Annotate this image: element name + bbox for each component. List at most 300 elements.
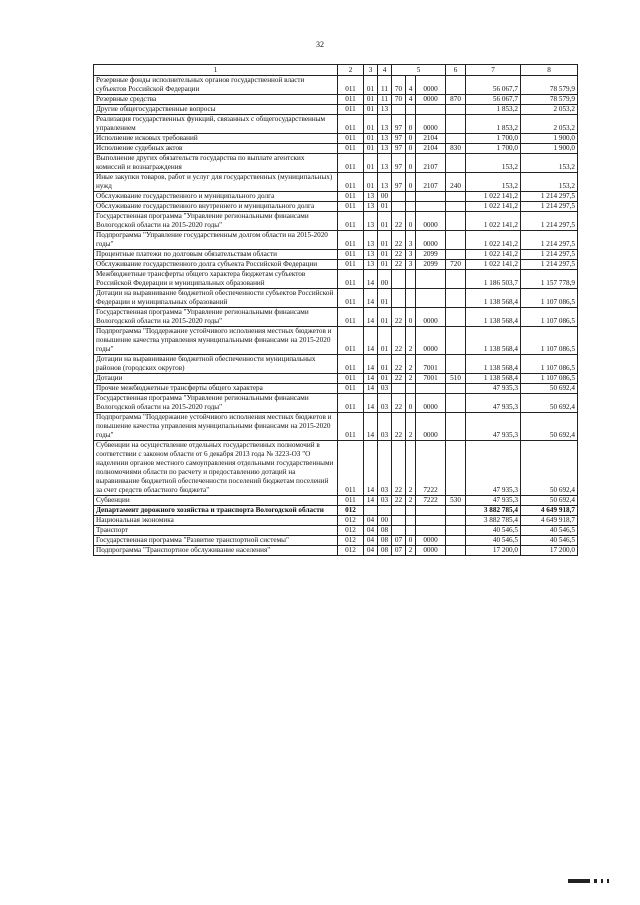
cell-amount-1: 3 882 785,4 — [466, 506, 521, 516]
cell-amount-1: 1 853,2 — [466, 115, 521, 134]
cell-admin-code: 011 — [338, 250, 364, 260]
cell-expense-type — [446, 516, 466, 526]
cell-direction — [416, 526, 446, 536]
cell-amount-1: 1 138 568,4 — [466, 308, 521, 327]
cell-program: 22 — [392, 212, 406, 231]
cell-expense-type — [446, 270, 466, 289]
cell-direction — [416, 506, 446, 516]
cell-amount-2: 40 546,5 — [521, 536, 578, 546]
cell-amount-2: 1 107 086,5 — [521, 308, 578, 327]
cell-amount-2: 1 900,0 — [521, 144, 578, 154]
row-name: Субвенции — [94, 496, 338, 506]
row-name: Исполнение судебных актов — [94, 144, 338, 154]
cell-amount-1: 3 882 785,4 — [466, 516, 521, 526]
cell-subprogram: 0 — [406, 115, 416, 134]
cell-subprogram — [406, 516, 416, 526]
row-name: Обслуживание государственного и муниципального долга — [94, 192, 338, 202]
header-col-4: 4 — [378, 65, 392, 76]
cell-amount-1: 47 935,3 — [466, 496, 521, 506]
cell-expense-type — [446, 536, 466, 546]
cell-expense-type — [446, 134, 466, 144]
row-name: Межбюджетные трансферты общего характера бюджетам субъектов Российской Федерации и муниципальных образований — [94, 270, 338, 289]
row-name: Обслуживание государственного долга субъекта Российской Федерации — [94, 260, 338, 270]
cell-admin-code: 011 — [338, 327, 364, 355]
cell-direction: 2104 — [416, 144, 446, 154]
table-row — [94, 526, 578, 536]
cell-admin-code: 011 — [338, 496, 364, 506]
cell-expense-type — [446, 212, 466, 231]
cell-expense-type — [446, 394, 466, 413]
cell-program: 22 — [392, 250, 406, 260]
cell-expense-type — [446, 76, 466, 95]
table-row — [94, 270, 578, 289]
cell-subprogram: 0 — [406, 536, 416, 546]
cell-amount-1: 47 935,3 — [466, 384, 521, 394]
row-name: Государственная программа "Развитие транспортной системы" — [94, 536, 338, 546]
cell-expense-type — [446, 105, 466, 115]
row-name: Реализация государственных функций, связанных с общегосударственным управлением — [94, 115, 338, 134]
table-row — [94, 355, 578, 374]
cell-section: 13 — [364, 202, 378, 212]
cell-subsection: 13 — [378, 115, 392, 134]
table-row — [94, 289, 578, 308]
header-col-8: 8 — [521, 65, 578, 76]
cell-amount-2: 1 157 778,9 — [521, 270, 578, 289]
cell-amount-2: 78 579,9 — [521, 76, 578, 95]
cell-admin-code: 012 — [338, 506, 364, 516]
cell-amount-2: 1 107 086,5 — [521, 289, 578, 308]
cell-subprogram: 3 — [406, 260, 416, 270]
cell-direction: 0000 — [416, 231, 446, 250]
cell-subprogram: 2 — [406, 355, 416, 374]
cell-subsection: 03 — [378, 413, 392, 441]
cell-admin-code: 012 — [338, 546, 364, 556]
cell-subsection: 00 — [378, 270, 392, 289]
cell-program: 07 — [392, 536, 406, 546]
cell-direction — [416, 516, 446, 526]
row-name: Прочие межбюджетные трансферты общего характера — [94, 384, 338, 394]
cell-subsection: 01 — [378, 374, 392, 384]
cell-amount-1: 56 067,7 — [466, 95, 521, 105]
cell-amount-1: 1 186 503,7 — [466, 270, 521, 289]
cell-direction: 0000 — [416, 95, 446, 105]
row-name: Дотации на выравнивание бюджетной обеспеченности муниципальных районов (городских округов) — [94, 355, 338, 374]
cell-subsection: 08 — [378, 526, 392, 536]
cell-amount-1: 47 935,3 — [466, 394, 521, 413]
row-name: Государственная программа "Управление региональными финансами Вологодской области на 2015-2020 годы" — [94, 394, 338, 413]
table-row — [94, 374, 578, 384]
cell-direction — [416, 384, 446, 394]
cell-subprogram: 2 — [406, 327, 416, 355]
cell-section: 01 — [364, 105, 378, 115]
cell-direction: 2104 — [416, 134, 446, 144]
cell-expense-type — [446, 546, 466, 556]
cell-section: 14 — [364, 413, 378, 441]
cell-subsection: 03 — [378, 496, 392, 506]
cell-program: 22 — [392, 394, 406, 413]
cell-direction: 2099 — [416, 250, 446, 260]
cell-admin-code: 011 — [338, 289, 364, 308]
cell-admin-code: 011 — [338, 308, 364, 327]
row-name: Обслуживание государственного внутреннего и муниципального долга — [94, 202, 338, 212]
cell-subprogram: 0 — [406, 394, 416, 413]
row-name: Дотации на выравнивание бюджетной обеспеченности субъектов Российской Федерации и муниципальных образований — [94, 289, 338, 308]
row-name: Национальная экономика — [94, 516, 338, 526]
cell-amount-2: 50 692,4 — [521, 394, 578, 413]
cell-section: 01 — [364, 95, 378, 105]
cell-amount-1: 1 022 141,2 — [466, 260, 521, 270]
header-col-3: 3 — [364, 65, 378, 76]
cell-subsection: 00 — [378, 192, 392, 202]
table-row — [94, 95, 578, 105]
cell-direction: 7222 — [416, 496, 446, 506]
cell-program — [392, 516, 406, 526]
cell-section: 13 — [364, 231, 378, 250]
table-row — [94, 154, 578, 173]
table-row — [94, 173, 578, 192]
cell-admin-code: 011 — [338, 173, 364, 192]
row-name: Подпрограмма "Транспортное обслуживание населения" — [94, 546, 338, 556]
cell-amount-2: 153,2 — [521, 154, 578, 173]
cell-amount-1: 1 138 568,4 — [466, 327, 521, 355]
cell-section: 01 — [364, 134, 378, 144]
cell-subprogram: 2 — [406, 413, 416, 441]
table-body — [94, 76, 578, 556]
cell-amount-2: 50 692,4 — [521, 413, 578, 441]
cell-subprogram: 0 — [406, 212, 416, 231]
cell-amount-2: 1 214 297,5 — [521, 192, 578, 202]
cell-section: 14 — [364, 327, 378, 355]
cell-program: 70 — [392, 95, 406, 105]
cell-admin-code: 011 — [338, 384, 364, 394]
cell-direction: 7001 — [416, 374, 446, 384]
cell-subsection: 11 — [378, 95, 392, 105]
cell-direction: 2099 — [416, 260, 446, 270]
table-row — [94, 231, 578, 250]
row-name: Департамент дорожного хозяйства и транспорта Вологодской области — [94, 506, 338, 516]
cell-amount-1: 153,2 — [466, 154, 521, 173]
cell-section: 14 — [364, 289, 378, 308]
cell-amount-1: 1 138 568,4 — [466, 374, 521, 384]
table-row — [94, 516, 578, 526]
cell-section: 14 — [364, 374, 378, 384]
cell-direction: 0000 — [416, 308, 446, 327]
cell-program — [392, 506, 406, 516]
cell-amount-2: 17 200,0 — [521, 546, 578, 556]
cell-program: 97 — [392, 134, 406, 144]
cell-subsection: 01 — [378, 355, 392, 374]
cell-subsection: 00 — [378, 516, 392, 526]
row-name: Процентные платежи по долговым обязательствам области — [94, 250, 338, 260]
cell-program: 97 — [392, 115, 406, 134]
cell-subprogram: 4 — [406, 95, 416, 105]
cell-subsection: 13 — [378, 173, 392, 192]
cell-amount-1: 56 067,7 — [466, 76, 521, 95]
cell-direction: 0000 — [416, 212, 446, 231]
table-row — [94, 260, 578, 270]
cell-amount-1: 40 546,5 — [466, 536, 521, 546]
row-name: Исполнение исковых требований — [94, 134, 338, 144]
header-col-5: 5 — [392, 65, 446, 76]
cell-expense-type — [446, 250, 466, 260]
cell-subsection: 13 — [378, 105, 392, 115]
table-row — [94, 536, 578, 546]
cell-section: 01 — [364, 173, 378, 192]
cell-amount-2: 78 579,9 — [521, 95, 578, 105]
header-col-2: 2 — [338, 65, 364, 76]
cell-direction — [416, 192, 446, 202]
cell-program: 22 — [392, 496, 406, 506]
cell-amount-2: 2 053,2 — [521, 115, 578, 134]
table-row — [94, 496, 578, 506]
cell-admin-code: 011 — [338, 95, 364, 105]
table-row — [94, 144, 578, 154]
cell-section: 14 — [364, 270, 378, 289]
cell-program — [392, 526, 406, 536]
cell-admin-code: 011 — [338, 374, 364, 384]
cell-direction — [416, 289, 446, 308]
cell-program — [392, 384, 406, 394]
cell-admin-code: 011 — [338, 270, 364, 289]
cell-amount-1: 1 022 141,2 — [466, 231, 521, 250]
cell-section: 14 — [364, 355, 378, 374]
table-row — [94, 413, 578, 441]
cell-program — [392, 289, 406, 308]
cell-subsection: 03 — [378, 441, 392, 496]
cell-program: 97 — [392, 173, 406, 192]
header-col-1: 1 — [94, 65, 338, 76]
row-name: Государственная программа "Управление региональными финансами Вологодской области на 2015-2020 годы" — [94, 212, 338, 231]
row-name: Дотации — [94, 374, 338, 384]
cell-amount-1: 1 700,0 — [466, 134, 521, 144]
cell-subprogram: 0 — [406, 308, 416, 327]
cell-subsection: 01 — [378, 289, 392, 308]
page-number: 32 — [316, 40, 324, 49]
cell-direction: 0000 — [416, 413, 446, 441]
cell-subsection: 03 — [378, 384, 392, 394]
cell-program: 70 — [392, 76, 406, 95]
cell-amount-1: 40 546,5 — [466, 526, 521, 536]
table-row — [94, 250, 578, 260]
budget-table — [93, 64, 578, 556]
cell-subsection: 01 — [378, 231, 392, 250]
table-row — [94, 506, 578, 516]
cell-direction — [416, 270, 446, 289]
table-row — [94, 441, 578, 496]
cell-direction: 7001 — [416, 355, 446, 374]
cell-section: 04 — [364, 516, 378, 526]
cell-program: 22 — [392, 441, 406, 496]
table-row — [94, 134, 578, 144]
cell-program — [392, 105, 406, 115]
cell-admin-code: 012 — [338, 526, 364, 536]
cell-subprogram: 2 — [406, 441, 416, 496]
cell-admin-code: 011 — [338, 144, 364, 154]
cell-subprogram — [406, 289, 416, 308]
cell-admin-code: 011 — [338, 134, 364, 144]
cell-direction: 0000 — [416, 394, 446, 413]
cell-expense-type — [446, 202, 466, 212]
cell-admin-code: 011 — [338, 441, 364, 496]
cell-amount-1: 47 935,3 — [466, 413, 521, 441]
cell-section — [364, 506, 378, 516]
cell-subprogram — [406, 192, 416, 202]
cell-direction: 0000 — [416, 546, 446, 556]
cell-subsection: 01 — [378, 308, 392, 327]
cell-subprogram: 3 — [406, 231, 416, 250]
cell-subprogram: 0 — [406, 134, 416, 144]
table-row — [94, 327, 578, 355]
cell-program: 97 — [392, 144, 406, 154]
cell-admin-code: 011 — [338, 260, 364, 270]
cell-subsection: 13 — [378, 154, 392, 173]
row-name: Транспорт — [94, 526, 338, 536]
row-name: Резервные средства — [94, 95, 338, 105]
table-row — [94, 105, 578, 115]
cell-expense-type: 510 — [446, 374, 466, 384]
cell-admin-code: 011 — [338, 76, 364, 95]
cell-subprogram: 0 — [406, 154, 416, 173]
table-row — [94, 394, 578, 413]
row-name: Иные закупки товаров, работ и услуг для государственных (муниципальных) нужд — [94, 173, 338, 192]
cell-amount-1: 1 022 141,2 — [466, 192, 521, 202]
table-row — [94, 202, 578, 212]
cell-subsection: 08 — [378, 536, 392, 546]
scan-marks — [568, 879, 609, 883]
cell-amount-2: 50 692,4 — [521, 496, 578, 506]
cell-subsection: 11 — [378, 76, 392, 95]
cell-subprogram: 4 — [406, 76, 416, 95]
row-name: Подпрограмма "Поддержание устойчивого исполнения местных бюджетов и повышение качества управления муниципальными финансами на 2015-2020 годы" — [94, 327, 338, 355]
cell-program: 22 — [392, 327, 406, 355]
cell-program — [392, 202, 406, 212]
cell-subsection — [378, 506, 392, 516]
cell-amount-2: 1 107 086,5 — [521, 374, 578, 384]
cell-program: 22 — [392, 355, 406, 374]
cell-expense-type: 720 — [446, 260, 466, 270]
cell-section: 01 — [364, 115, 378, 134]
row-name: Выполнение других обязательств государства по выплате агентских комиссий и вознаграждения — [94, 154, 338, 173]
cell-subsection: 01 — [378, 212, 392, 231]
cell-section: 14 — [364, 308, 378, 327]
cell-section: 04 — [364, 526, 378, 536]
cell-subprogram — [406, 270, 416, 289]
cell-admin-code: 011 — [338, 154, 364, 173]
cell-amount-2: 1 214 297,5 — [521, 212, 578, 231]
cell-section: 04 — [364, 546, 378, 556]
cell-direction: 2107 — [416, 154, 446, 173]
table-row — [94, 192, 578, 202]
cell-admin-code: 011 — [338, 231, 364, 250]
cell-admin-code: 012 — [338, 516, 364, 526]
cell-section: 01 — [364, 154, 378, 173]
cell-expense-type: 830 — [446, 144, 466, 154]
cell-admin-code: 011 — [338, 192, 364, 202]
cell-admin-code: 011 — [338, 413, 364, 441]
cell-subsection: 13 — [378, 134, 392, 144]
cell-section: 13 — [364, 260, 378, 270]
cell-subprogram: 0 — [406, 173, 416, 192]
cell-expense-type — [446, 115, 466, 134]
cell-direction: 0000 — [416, 327, 446, 355]
cell-admin-code: 011 — [338, 355, 364, 374]
cell-subprogram — [406, 526, 416, 536]
cell-amount-2: 1 900,0 — [521, 134, 578, 144]
cell-amount-2: 153,2 — [521, 173, 578, 192]
cell-subsection: 08 — [378, 546, 392, 556]
cell-expense-type — [446, 413, 466, 441]
table-row — [94, 308, 578, 327]
cell-amount-2: 1 214 297,5 — [521, 260, 578, 270]
cell-amount-2: 4 649 918,7 — [521, 506, 578, 516]
cell-amount-1: 47 935,3 — [466, 441, 521, 496]
cell-admin-code: 011 — [338, 394, 364, 413]
cell-section: 13 — [364, 250, 378, 260]
cell-direction: 0000 — [416, 536, 446, 546]
cell-subsection: 01 — [378, 327, 392, 355]
cell-amount-1: 1 853,2 — [466, 105, 521, 115]
cell-program — [392, 270, 406, 289]
cell-section: 04 — [364, 536, 378, 546]
cell-subprogram — [406, 105, 416, 115]
table-header-row — [94, 65, 578, 76]
cell-direction: 0000 — [416, 76, 446, 95]
cell-amount-2: 1 214 297,5 — [521, 250, 578, 260]
table-row — [94, 384, 578, 394]
cell-subprogram — [406, 384, 416, 394]
cell-program: 22 — [392, 374, 406, 384]
row-name: Подпрограмма "Поддержание устойчивого исполнения местных бюджетов и повышение качества управления муниципальными финансами на 2015-2020 годы" — [94, 413, 338, 441]
cell-subsection: 13 — [378, 144, 392, 154]
cell-admin-code: 011 — [338, 202, 364, 212]
cell-subprogram: 3 — [406, 250, 416, 260]
cell-amount-1: 153,2 — [466, 173, 521, 192]
cell-subprogram — [406, 202, 416, 212]
cell-amount-2: 50 692,4 — [521, 384, 578, 394]
cell-expense-type — [446, 231, 466, 250]
table-row — [94, 76, 578, 95]
cell-section: 14 — [364, 394, 378, 413]
cell-expense-type — [446, 355, 466, 374]
cell-program: 22 — [392, 231, 406, 250]
row-name: Подпрограмма "Управление государственным долгом области на 2015-2020 годы" — [94, 231, 338, 250]
cell-amount-1: 1 022 141,2 — [466, 212, 521, 231]
cell-direction: 2107 — [416, 173, 446, 192]
cell-program: 97 — [392, 154, 406, 173]
cell-amount-2: 2 053,2 — [521, 105, 578, 115]
cell-subsection: 01 — [378, 250, 392, 260]
cell-subprogram: 0 — [406, 144, 416, 154]
cell-amount-2: 4 649 918,7 — [521, 516, 578, 526]
row-name: Субвенции на осуществление отдельных государственных полномочий в соответствии с законом области от 6 декабря 2013 года № 3223-ОЗ "О наделении органов местного самоуправления отдельными государственными полномочиями области по расчету и предоставлению дотаций на выравнивание бюджетной обеспеченности поселений бюджетам поселений за счет средств областного бюджета" — [94, 441, 338, 496]
cell-expense-type — [446, 384, 466, 394]
cell-admin-code: 011 — [338, 115, 364, 134]
cell-expense-type — [446, 506, 466, 516]
cell-amount-2: 40 546,5 — [521, 526, 578, 536]
header-col-6: 6 — [446, 65, 466, 76]
cell-amount-1: 1 022 141,2 — [466, 202, 521, 212]
cell-expense-type: 530 — [446, 496, 466, 506]
cell-amount-2: 1 214 297,5 — [521, 231, 578, 250]
cell-amount-1: 1 700,0 — [466, 144, 521, 154]
cell-section: 14 — [364, 496, 378, 506]
cell-subprogram: 2 — [406, 546, 416, 556]
cell-expense-type — [446, 289, 466, 308]
cell-expense-type — [446, 154, 466, 173]
cell-program: 22 — [392, 413, 406, 441]
cell-subprogram: 2 — [406, 374, 416, 384]
cell-subprogram — [406, 506, 416, 516]
